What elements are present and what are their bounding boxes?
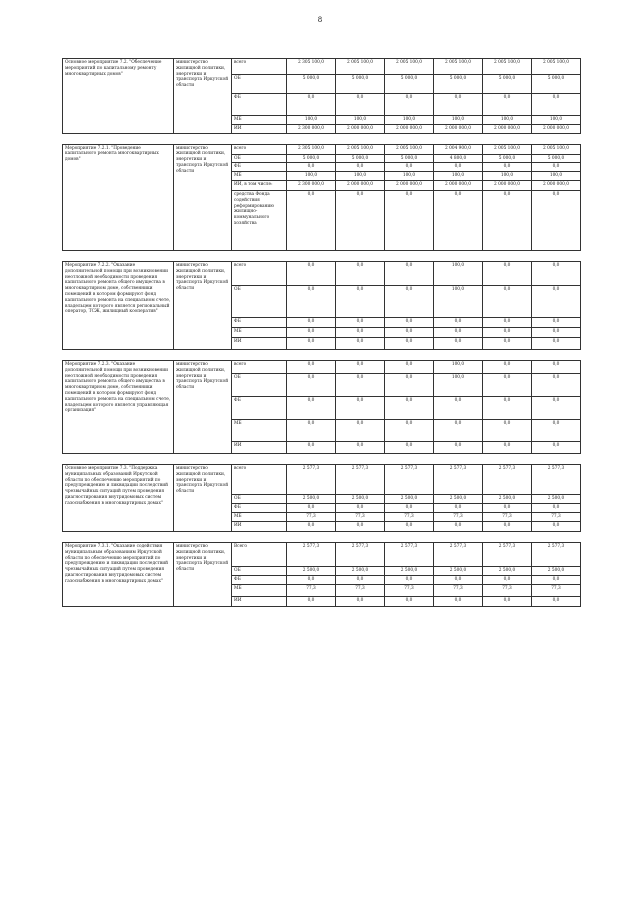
funding-source-cell: МБ [232,172,287,181]
funding-source-cell: ФБ [232,163,287,172]
amount-cell: 0,0 [483,575,532,584]
funding-source-cell: ОБ [232,154,287,163]
amount-cell: 2 577,3 [287,542,336,566]
amount-cell: 5 000,0 [385,75,434,94]
amount-cell: 0,0 [287,285,336,317]
funding-source-cell: всего [232,144,287,154]
amount-cell: 5 000,0 [483,154,532,163]
amount-cell: 2 577,3 [336,464,385,494]
amount-cell: 0,0 [483,396,532,419]
group-spacer [63,531,581,542]
amount-cell: 2 577,3 [434,464,483,494]
amount-cell: 0,0 [532,163,581,172]
table-row [63,261,581,285]
amount-cell: 2 000 000,0 [483,124,532,133]
executor-cell: министерство жилищной политики, энергетики и транспорта Иркутской области [174,59,232,134]
amount-cell: 0,0 [434,521,483,531]
amount-cell: 0,0 [434,596,483,606]
amount-cell: 100,0 [385,116,434,125]
amount-cell: 0,0 [287,503,336,512]
amount-cell: 77,3 [483,512,532,521]
amount-cell: 2 577,3 [434,542,483,566]
amount-cell: 77,3 [385,584,434,596]
amount-cell: 4 800,0 [434,154,483,163]
amount-cell: 2 577,3 [532,464,581,494]
amount-cell: 77,3 [434,584,483,596]
amount-cell: 2 500,0 [532,566,581,575]
amount-cell: 0,0 [532,373,581,396]
amount-cell: 100,0 [483,116,532,125]
amount-cell: 2 005 100,0 [483,59,532,75]
funding-source-cell: ИИ [232,337,287,349]
group-spacer [63,349,581,360]
funding-source-cell: ФБ [232,94,287,116]
funding-source-cell: МБ [232,584,287,596]
amount-cell: 2 500,0 [483,494,532,503]
amount-cell: 2 000 000,0 [532,124,581,133]
amount-cell: 0,0 [287,163,336,172]
executor-cell: министерство жилищной политики, энергетики и транспорта Иркутской области [174,464,232,531]
amount-cell: 0,0 [385,419,434,441]
amount-cell: 0,0 [336,373,385,396]
amount-cell: 0,0 [532,419,581,441]
amount-cell: 0,0 [336,521,385,531]
amount-cell: 0,0 [532,360,581,373]
amount-cell: 0,0 [287,441,336,453]
funding-source-cell: ИИ [232,596,287,606]
amount-cell: 2 305 100,0 [287,59,336,75]
amount-cell: 0,0 [532,327,581,337]
funding-source-cell: Всего [232,542,287,566]
amount-cell: 2 005 100,0 [336,144,385,154]
amount-cell: 0,0 [483,596,532,606]
amount-cell: 0,0 [434,327,483,337]
amount-cell: 0,0 [385,596,434,606]
amount-cell: 0,0 [434,317,483,327]
amount-cell: 100,0 [336,172,385,181]
amount-cell: 0,0 [336,441,385,453]
amount-cell: 2 004 900,0 [434,144,483,154]
table-row [63,542,581,566]
measure-name-cell: Мероприятие 7.2.2. "Оказание дополнительной помощи при возникновении неотложной необходимости проведения капитального ремонта общего имущества в многоквартирном доме, собственники помещений в котором формируют фонд капитального ремонта на специальном счете, владельцем которого является региональный оператор, ТСЖ, жилищный кооператив" [63,261,174,349]
amount-cell: 2 000 000,0 [336,124,385,133]
amount-cell: 100,0 [385,172,434,181]
amount-cell: 0,0 [336,596,385,606]
budget-table-body [63,59,581,607]
group-spacer [63,133,581,144]
amount-cell: 77,3 [434,512,483,521]
amount-cell: 0,0 [532,190,581,250]
amount-cell: 0,0 [434,419,483,441]
amount-cell: 2 005 100,0 [532,59,581,75]
amount-cell: 2 305 100,0 [287,144,336,154]
amount-cell: 0,0 [287,94,336,116]
group-spacer [63,250,581,261]
amount-cell: 100,0 [434,360,483,373]
amount-cell: 2 000 000,0 [385,124,434,133]
amount-cell: 0,0 [434,503,483,512]
amount-cell: 5 000,0 [336,75,385,94]
amount-cell: 0,0 [483,337,532,349]
amount-cell: 2 577,3 [336,542,385,566]
executor-cell: министерство жилищной политики, энергетики и транспорта Иркутской области [174,144,232,250]
funding-source-cell: всего [232,59,287,75]
amount-cell: 100,0 [532,172,581,181]
amount-cell: 2 000 000,0 [385,180,434,190]
funding-source-cell: ИИ, в том числе: [232,180,287,190]
amount-cell: 0,0 [532,285,581,317]
amount-cell: 5 000,0 [385,154,434,163]
amount-cell: 0,0 [385,163,434,172]
amount-cell: 2 577,3 [385,464,434,494]
measure-name-cell: Основное мероприятие 7.2. "Обеспечение мероприятий по капитальному ремонту многоквартирных домов" [63,59,174,134]
amount-cell: 0,0 [287,317,336,327]
amount-cell: 0,0 [483,261,532,285]
amount-cell: 100,0 [287,116,336,125]
amount-cell: 2 005 100,0 [532,144,581,154]
amount-cell: 5 000,0 [532,75,581,94]
amount-cell: 2 500,0 [385,494,434,503]
amount-cell: 0,0 [385,360,434,373]
amount-cell: 0,0 [287,575,336,584]
funding-source-cell: ОБ [232,373,287,396]
amount-cell: 0,0 [434,575,483,584]
amount-cell: 2 500,0 [385,566,434,575]
amount-cell: 0,0 [287,521,336,531]
amount-cell: 2 500,0 [434,494,483,503]
amount-cell: 0,0 [336,261,385,285]
amount-cell: 100,0 [434,261,483,285]
amount-cell: 77,3 [483,584,532,596]
table-row [63,144,581,154]
group-spacer [63,453,581,464]
amount-cell: 0,0 [483,360,532,373]
amount-cell: 0,0 [385,190,434,250]
measure-name-cell: Мероприятие 7.2.3. "Оказание дополнительной помощи при возникновении неотложной необходимости проведения капитального ремонта общего имущества в многоквартирном доме, собственники помещений в котором формируют фонд капитального ремонта на специальном счете, владельцем которого является управляющая организация" [63,360,174,453]
funding-source-cell: ОБ [232,494,287,503]
funding-source-cell: МБ [232,327,287,337]
amount-cell: 77,3 [336,584,385,596]
table-row [63,464,581,494]
page-number: 8 [317,16,323,24]
amount-cell: 5 000,0 [287,75,336,94]
budget-table [62,58,581,607]
funding-source-cell: МБ [232,512,287,521]
amount-cell: 0,0 [483,285,532,317]
spacer-cell [63,349,581,360]
amount-cell: 5 000,0 [532,154,581,163]
amount-cell: 2 000 000,0 [434,180,483,190]
amount-cell: 0,0 [385,327,434,337]
amount-cell: 0,0 [287,396,336,419]
amount-cell: 5 000,0 [287,154,336,163]
amount-cell: 0,0 [483,503,532,512]
amount-cell: 2 577,3 [532,542,581,566]
amount-cell: 2 500,0 [532,494,581,503]
amount-cell: 100,0 [434,373,483,396]
amount-cell: 100,0 [532,116,581,125]
amount-cell: 0,0 [532,441,581,453]
amount-cell: 0,0 [385,337,434,349]
amount-cell: 0,0 [287,419,336,441]
funding-source-cell: ИИ [232,521,287,531]
amount-cell: 2 500,0 [287,566,336,575]
funding-source-cell: МБ [232,116,287,125]
amount-cell: 0,0 [385,285,434,317]
amount-cell: 0,0 [287,360,336,373]
funding-source-cell: МБ [232,419,287,441]
amount-cell: 0,0 [336,396,385,419]
amount-cell: 0,0 [385,521,434,531]
amount-cell: 0,0 [385,503,434,512]
amount-cell: 0,0 [434,163,483,172]
amount-cell: 0,0 [336,419,385,441]
measure-name-cell: Основное мероприятие 7.3. "Поддержка муниципальных образований Иркутской области по обеспечению мероприятий по предупреждению и ликвидации последствий чрезвычайных ситуаций путем проведения диагностирования внутридомовых систем газоснабжения в многоквартирных домах" [63,464,174,531]
amount-cell: 0,0 [336,285,385,317]
amount-cell: 0,0 [336,317,385,327]
amount-cell: 0,0 [287,190,336,250]
amount-cell: 100,0 [483,172,532,181]
amount-cell: 0,0 [532,396,581,419]
amount-cell: 0,0 [385,373,434,396]
amount-cell: 0,0 [336,575,385,584]
amount-cell: 0,0 [532,261,581,285]
spacer-cell [63,531,581,542]
amount-cell: 2 500,0 [483,566,532,575]
amount-cell: 0,0 [287,596,336,606]
funding-source-cell: всего [232,464,287,494]
table-row [63,59,581,75]
amount-cell: 0,0 [434,441,483,453]
amount-cell: 0,0 [483,190,532,250]
amount-cell: 0,0 [287,373,336,396]
table-row [63,360,581,373]
amount-cell: 0,0 [483,521,532,531]
amount-cell: 2 000 000,0 [336,180,385,190]
amount-cell: 0,0 [434,190,483,250]
amount-cell: 77,3 [287,584,336,596]
amount-cell: 77,3 [287,512,336,521]
amount-cell: 2 500,0 [336,494,385,503]
funding-source-cell: ИИ [232,441,287,453]
amount-cell: 100,0 [434,285,483,317]
amount-cell: 0,0 [532,94,581,116]
amount-cell: 2 005 100,0 [483,144,532,154]
amount-cell: 0,0 [434,396,483,419]
amount-cell: 0,0 [287,261,336,285]
amount-cell: 2 000 000,0 [483,180,532,190]
amount-cell: 77,3 [385,512,434,521]
amount-cell: 0,0 [336,503,385,512]
spacer-cell [63,133,581,144]
amount-cell: 2 300 000,0 [287,180,336,190]
amount-cell: 0,0 [385,94,434,116]
amount-cell: 0,0 [336,163,385,172]
funding-source-cell: всего [232,360,287,373]
amount-cell: 2 000 000,0 [532,180,581,190]
amount-cell: 0,0 [287,337,336,349]
amount-cell: 2 500,0 [434,566,483,575]
amount-cell: 0,0 [385,261,434,285]
amount-cell: 0,0 [532,596,581,606]
funding-source-cell: ОБ [232,566,287,575]
amount-cell: 2 577,3 [483,542,532,566]
funding-source-cell: ИИ [232,124,287,133]
amount-cell: 5 000,0 [336,154,385,163]
amount-cell: 5 000,0 [434,75,483,94]
funding-source-cell: ОБ [232,285,287,317]
amount-cell: 2 500,0 [287,494,336,503]
amount-cell: 0,0 [336,337,385,349]
amount-cell: 2 005 100,0 [385,59,434,75]
amount-cell: 0,0 [434,337,483,349]
amount-cell: 2 577,3 [483,464,532,494]
amount-cell: 0,0 [385,317,434,327]
amount-cell: 0,0 [385,396,434,419]
amount-cell: 0,0 [532,521,581,531]
funding-source-cell: ОБ [232,75,287,94]
amount-cell: 0,0 [483,419,532,441]
funding-source-cell: ФБ [232,503,287,512]
amount-cell: 100,0 [336,116,385,125]
amount-cell: 100,0 [287,172,336,181]
amount-cell: 0,0 [532,575,581,584]
measure-name-cell: Мероприятие 7.2.1. "Проведение капитального ремонта многоквартирных домов" [63,144,174,250]
amount-cell: 77,3 [532,584,581,596]
amount-cell: 2 005 100,0 [434,59,483,75]
executor-cell: министерство жилищной политики, энергетики и транспорта Иркутской области [174,360,232,453]
amount-cell: 5 000,0 [483,75,532,94]
funding-source-cell: ФБ [232,317,287,327]
amount-cell: 2 005 100,0 [336,59,385,75]
amount-cell: 2 005 100,0 [385,144,434,154]
amount-cell: 2 500,0 [336,566,385,575]
amount-cell: 2 577,3 [287,464,336,494]
funding-source-cell: ФБ [232,396,287,419]
amount-cell: 0,0 [385,441,434,453]
amount-cell: 2 000 000,0 [434,124,483,133]
amount-cell: 0,0 [483,163,532,172]
funding-source-cell: всего [232,261,287,285]
amount-cell: 0,0 [336,94,385,116]
executor-cell: министерство жилищной политики, энергетики и транспорта Иркутской области [174,542,232,606]
measure-name-cell: Мероприятие 7.3.1. "Оказание содействия муниципальным образованиям Иркутской области по обеспечению мероприятий по предупреждению и ликвидации последствий чрезвычайных ситуаций путем проведения диагностирования внутридомовых систем газоснабжения в многоквартирных домах" [63,542,174,606]
amount-cell: 0,0 [434,94,483,116]
amount-cell: 0,0 [287,327,336,337]
spacer-cell [63,250,581,261]
amount-cell: 0,0 [483,317,532,327]
amount-cell: 100,0 [434,172,483,181]
amount-cell: 100,0 [434,116,483,125]
amount-cell: 77,3 [532,512,581,521]
executor-cell: министерство жилищной политики, энергетики и транспорта Иркутской области [174,261,232,349]
amount-cell: 0,0 [336,190,385,250]
amount-cell: 0,0 [336,360,385,373]
amount-cell: 2 300 000,0 [287,124,336,133]
amount-cell: 0,0 [532,503,581,512]
amount-cell: 0,0 [385,575,434,584]
amount-cell: 77,3 [336,512,385,521]
amount-cell: 0,0 [336,327,385,337]
amount-cell: 0,0 [532,337,581,349]
amount-cell: 0,0 [483,94,532,116]
funding-source-cell: ФБ [232,575,287,584]
amount-cell: 0,0 [483,441,532,453]
amount-cell: 2 577,3 [385,542,434,566]
amount-cell: 0,0 [483,327,532,337]
spacer-cell [63,453,581,464]
amount-cell: 0,0 [532,317,581,327]
funding-source-cell: средства Фонда содействия реформированию жилищно-коммунального хозяйства [232,190,287,250]
amount-cell: 0,0 [483,373,532,396]
